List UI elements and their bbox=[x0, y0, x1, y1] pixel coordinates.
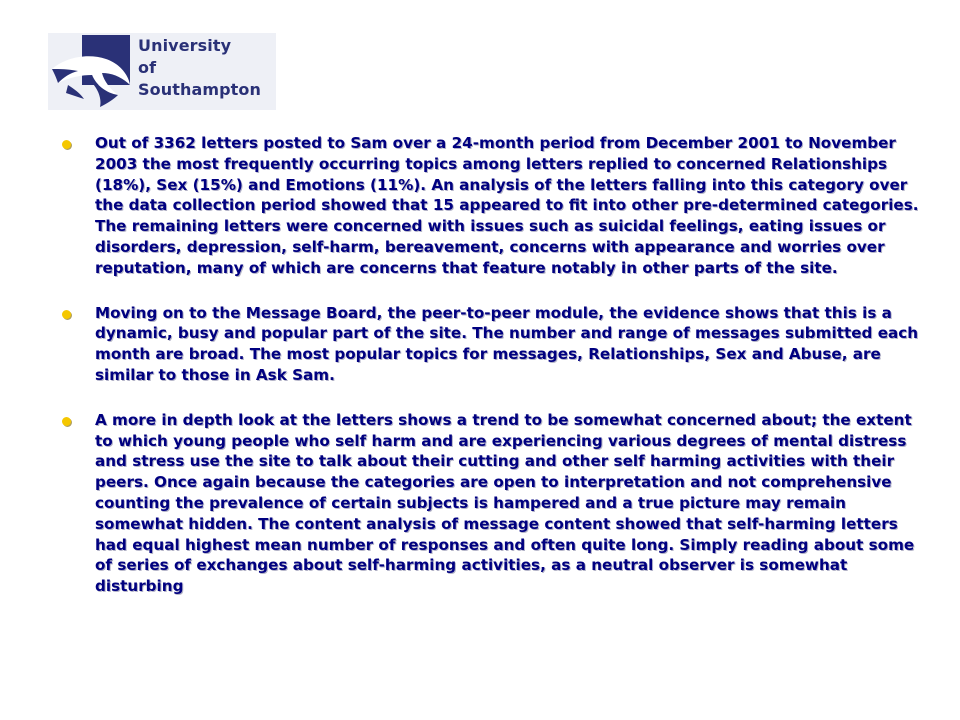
logo-line-1: University bbox=[138, 36, 232, 55]
bullet-item-self-harm bbox=[62, 410, 922, 597]
bullet-dot-icon bbox=[62, 417, 71, 426]
bullet-text: A more in depth look at the letters shows a trend to be somewhat concerned about; the extent to which young people who self harm and are experiencing various degrees of mental distress and stress use the site to talk about their cutting and other self harming activities with their peers. Once again because the categories are open to interpretation and not comprehensive counting the prevalence of certain subjects is hampered and a true picture may remain somewhat hidden. The content analysis of message content showed that self-harming letters had equal highest mean number of responses and often quite long. Simply reading about some of series of exchanges about self-harming activities, as a neutral observer is somewhat disturbing bbox=[95, 410, 915, 596]
university-logo bbox=[48, 33, 276, 110]
bullet-text: Out of 3362 letters posted to Sam over a 24-month period from December 2001 to November 2003 the most frequently occurring topics among letters replied to concerned Relationships (18%), Sex (15%) and Emotions (11%). An analysis of the letters falling into this category over the data collection period showed that 15 appeared to fit into other pre-determined categories. The remaining letters were concerned with issues such as suicidal feelings, eating issues or disorders, depression, self-harm, bereavement, concerns with appearance and worries over reputation, many of which are concerns that feature notably in other parts of the site. bbox=[95, 134, 919, 277]
bullet-item-message-board bbox=[62, 303, 922, 386]
bullet-item-relationships bbox=[62, 133, 922, 279]
bullet-text: Moving on to the Message Board, the peer-to-peer module, the evidence shows that this is a dynamic, busy and popular part of the site. The number and range of messages submitted each month are broad. The most popular topics for messages, Relationships, Sex and Abuse, are similar to those in Ask Sam. bbox=[95, 303, 919, 384]
bullet-list bbox=[62, 133, 922, 621]
logo-wordmark bbox=[138, 35, 276, 101]
dolphin-logo-icon bbox=[48, 33, 138, 110]
logo-line-2: of Southampton bbox=[138, 58, 261, 99]
bullet-dot-icon bbox=[62, 140, 71, 149]
bullet-dot-icon bbox=[62, 310, 71, 319]
